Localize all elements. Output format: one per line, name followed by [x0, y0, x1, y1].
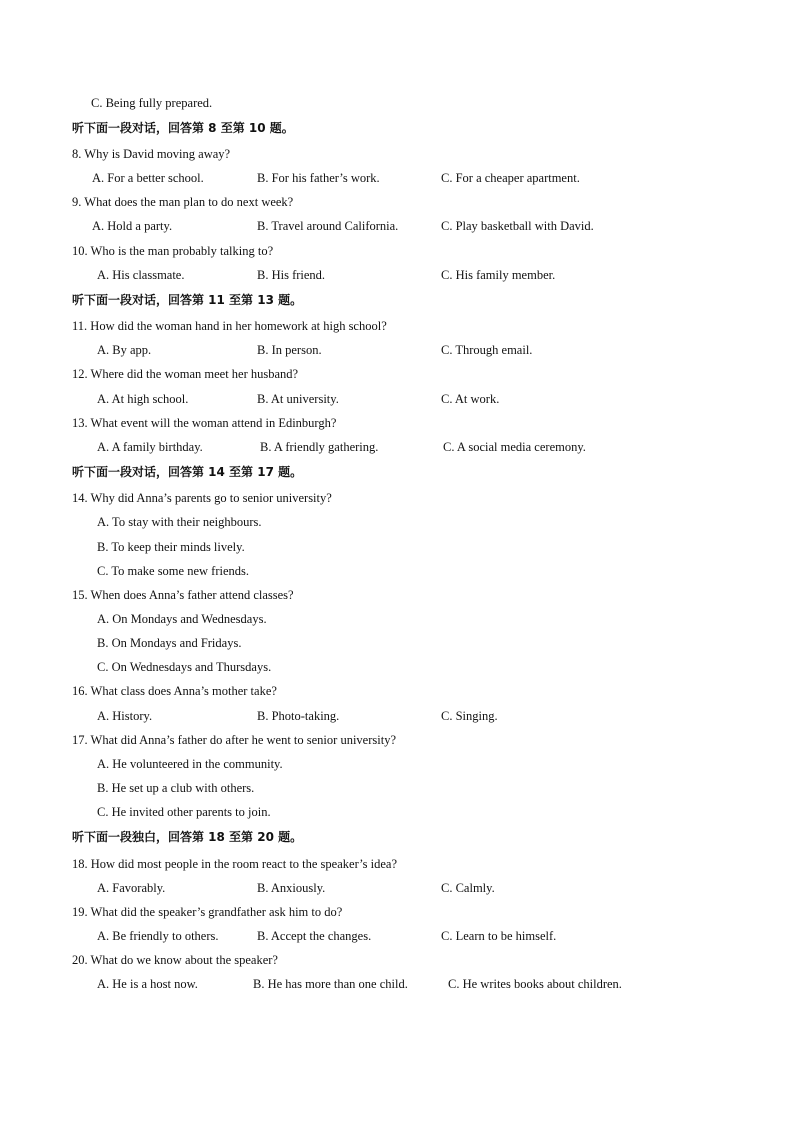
option-a: A. For a better school.: [92, 171, 204, 185]
question-text: 20. What do we know about the speaker?: [72, 953, 278, 967]
question-text: 8. Why is David moving away?: [72, 147, 231, 161]
option-a: A. Be friendly to others.: [97, 929, 219, 943]
option-b: B. Photo-taking.: [257, 709, 340, 723]
option-a: A. His classmate.: [97, 268, 185, 282]
question-text: 11. How did the woman hand in her homework at high school?: [72, 319, 387, 333]
option-c: C. His family member.: [441, 268, 556, 282]
option-c: C. Through email.: [441, 343, 533, 357]
option-b: B. His friend.: [257, 268, 326, 282]
option-c: C. For a cheaper apartment.: [441, 171, 580, 185]
option-c: C. Singing.: [441, 709, 498, 723]
option-a: A. By app.: [97, 343, 152, 357]
option-a: A. Favorably.: [97, 881, 166, 895]
option-b: B. In person.: [257, 343, 322, 357]
option-a: A. A family birthday.: [97, 440, 203, 454]
option-c: C. Calmly.: [441, 881, 495, 895]
question-text: 16. What class does Anna’s mother take?: [72, 684, 277, 698]
question-text: 12. Where did the woman meet her husband?: [72, 367, 299, 381]
option-b: B. Travel around California.: [257, 219, 399, 233]
option-c: C. He invited other parents to join.: [97, 805, 271, 819]
section-header: 听下面一段对话，回答第 11 至第 13 题。: [72, 293, 303, 307]
option-b: B. For his father’s work.: [257, 171, 380, 185]
option-b: B. On Mondays and Fridays.: [97, 636, 242, 650]
option-c: C. Play basketball with David.: [441, 219, 594, 233]
option-b: B. He has more than one child.: [253, 977, 408, 991]
option-text: C. Being fully prepared.: [91, 96, 213, 110]
section-header: 听下面一段独白，回答第 18 至第 20 题。: [72, 830, 303, 844]
question-text: 13. What event will the woman attend in Edinburgh?: [72, 416, 337, 430]
option-b: B. He set up a club with others.: [97, 781, 255, 795]
option-a: A. History.: [97, 709, 153, 723]
option-a: A. He volunteered in the community.: [97, 757, 283, 771]
question-text: 15. When does Anna’s father attend classes?: [72, 588, 294, 602]
option-a: A. On Mondays and Wednesdays.: [97, 612, 267, 626]
question-text: 14. Why did Anna’s parents go to senior university?: [72, 491, 332, 505]
section-header: 听下面一段对话，回答第 8 至第 10 题。: [72, 121, 294, 135]
option-b: B. Anxiously.: [257, 881, 326, 895]
option-c: C. To make some new friends.: [97, 564, 249, 578]
option-c: C. At work.: [441, 392, 500, 406]
option-c: C. He writes books about children.: [448, 977, 622, 991]
question-text: 9. What does the man plan to do next week?: [72, 195, 294, 209]
option-b: B. At university.: [257, 392, 339, 406]
option-b: B. Accept the changes.: [257, 929, 372, 943]
option-a: A. He is a host now.: [97, 977, 198, 991]
option-a: A. Hold a party.: [92, 219, 173, 233]
question-text: 18. How did most people in the room react to the speaker’s idea?: [72, 857, 398, 871]
option-a: A. To stay with their neighbours.: [97, 515, 262, 529]
option-c: C. Learn to be himself.: [441, 929, 557, 943]
option-b: B. A friendly gathering.: [260, 440, 379, 454]
section-header: 听下面一段对话，回答第 14 至第 17 题。: [72, 465, 303, 479]
option-b: B. To keep their minds lively.: [97, 540, 245, 554]
question-text: 19. What did the speaker’s grandfather ask him to do?: [72, 905, 343, 919]
option-a: A. At high school.: [97, 392, 189, 406]
question-text: 10. Who is the man probably talking to?: [72, 244, 274, 258]
question-text: 17. What did Anna’s father do after he went to senior university?: [72, 733, 396, 747]
option-c: C. A social media ceremony.: [443, 440, 586, 454]
option-c: C. On Wednesdays and Thursdays.: [97, 660, 272, 674]
